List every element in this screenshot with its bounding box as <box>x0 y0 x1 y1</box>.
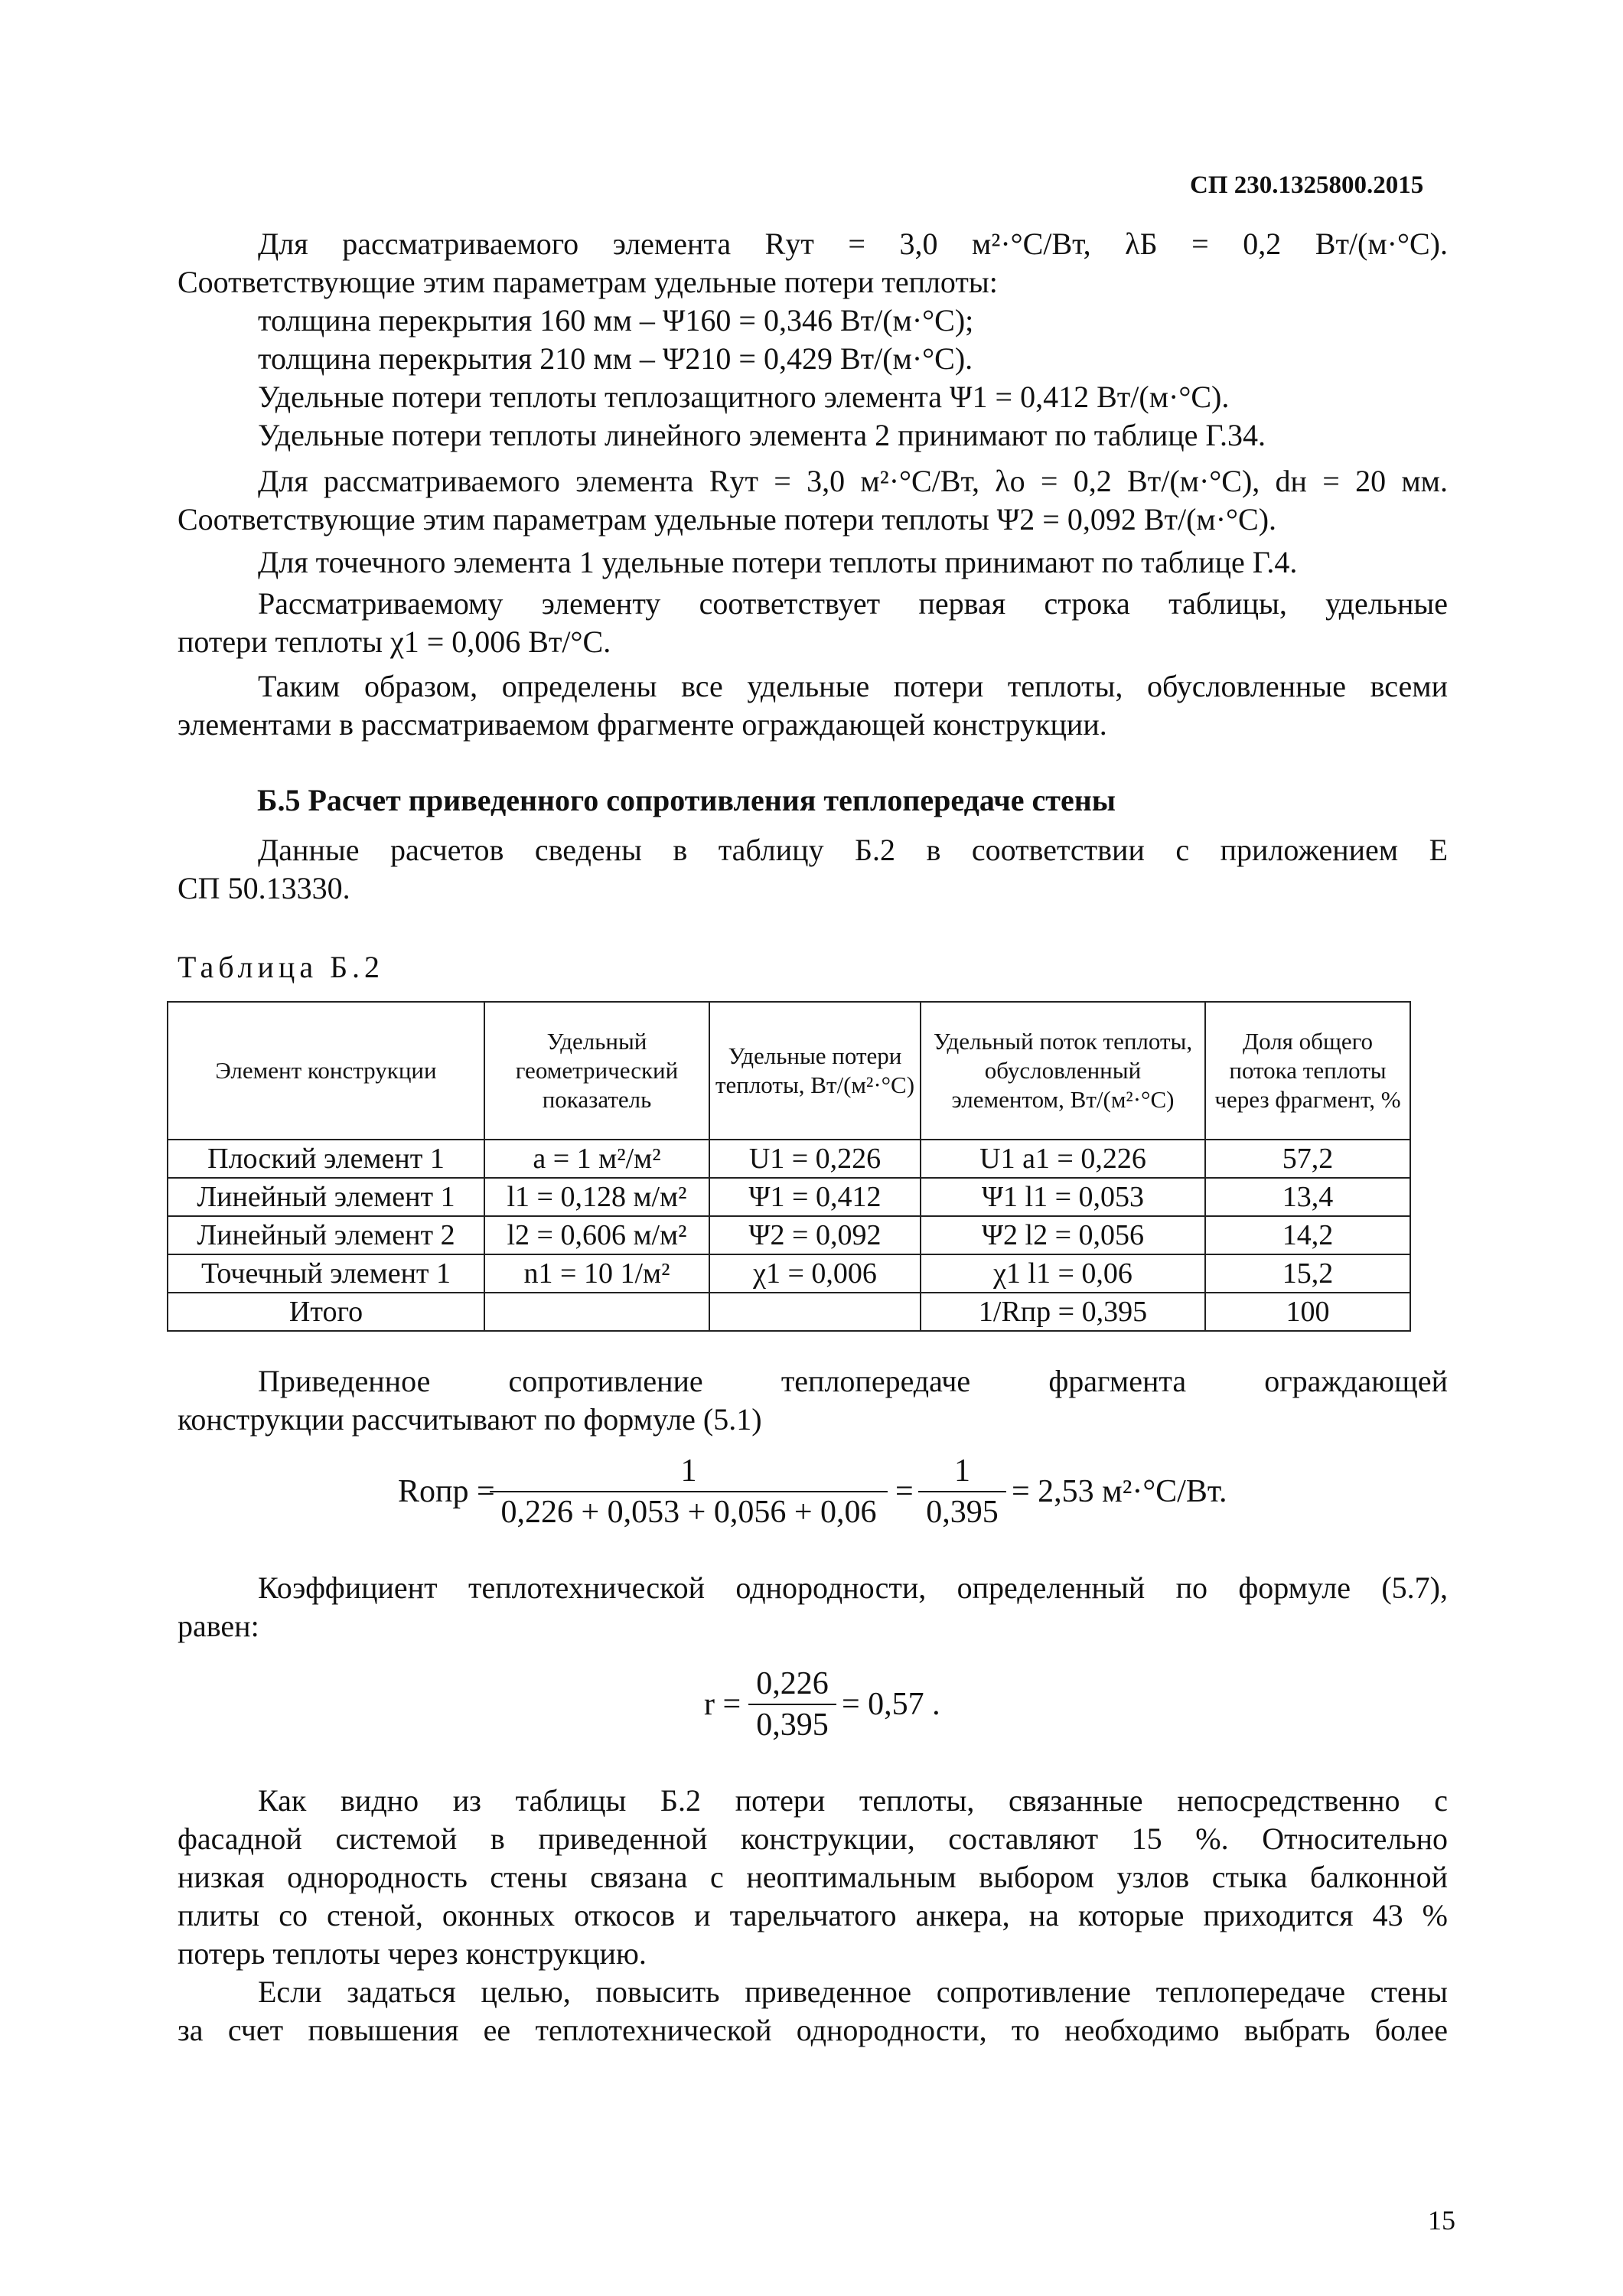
fraction-bar <box>490 1491 888 1492</box>
paragraph-12a: Коэффициент теплотехнической однородности, определенный по формуле (5.7), <box>258 1570 1448 1605</box>
table-cell: 57,2 <box>1205 1140 1410 1178</box>
paragraph-11b: конструкции рассчитывают по формуле (5.1) <box>178 1402 762 1437</box>
paragraph-13b: фасадной системой в приведенной конструкции, составляют 15 %. Относительно <box>178 1821 1448 1856</box>
table-cell: Точечный элемент 1 <box>168 1254 484 1293</box>
table-cell: Ψ1 l1 = 0,053 <box>921 1178 1205 1216</box>
paragraph-1b: Соответствующие этим параметрам удельные потери теплоты: <box>178 265 998 299</box>
table-header-cell: Удельный геометрический показатель <box>484 1002 709 1140</box>
paragraph-13a: Как видно из таблицы Б.2 потери теплоты, связанные непосредственно с <box>258 1783 1448 1818</box>
document-code: СП 230.1325800.2015 <box>1190 171 1424 199</box>
formula1-den1: 0,226 + 0,053 + 0,056 + 0,06 <box>500 1495 877 1530</box>
formula2-fraction <box>748 1665 836 1743</box>
formula2-den: 0,395 <box>756 1707 829 1743</box>
paragraph-9a: Таким образом, определены все удельные потери теплоты, обусловленные всеми <box>258 669 1448 703</box>
table-cell: χ1 = 0,006 <box>709 1254 921 1293</box>
table-cell: l2 = 0,606 м/м² <box>484 1216 709 1254</box>
page-number: 15 <box>1428 2205 1455 2236</box>
formula2-lhs: r = <box>704 1687 741 1722</box>
table-cell: Ψ1 = 0,412 <box>709 1178 921 1216</box>
table-cell: 1/Rпр = 0,395 <box>921 1293 1205 1331</box>
table-cell: Плоский элемент 1 <box>168 1140 484 1178</box>
table-row <box>168 1216 1410 1254</box>
table-cell: n1 = 10 1/м² <box>484 1254 709 1293</box>
table-cell <box>484 1293 709 1331</box>
paragraph-10b: СП 50.13330. <box>178 871 350 905</box>
formula1-result: = 2,53 м²·°С/Вт. <box>1012 1474 1227 1509</box>
formula1-fraction2 <box>918 1453 1006 1531</box>
data-table <box>167 1001 1411 1332</box>
table-cell: l1 = 0,128 м/м² <box>484 1178 709 1216</box>
table-cell: a = 1 м²/м² <box>484 1140 709 1178</box>
paragraph-13c: низкая однородность стены связана с неоптимальным выбором узлов стыка балконной <box>178 1860 1448 1894</box>
table-header-cell: Удельный поток теплоты, обусловленный элементом, Вт/(м²·°С) <box>921 1002 1205 1140</box>
table-row <box>168 1140 1410 1178</box>
paragraph-9b: элементами в рассматриваемом фрагменте ограждающей конструкции. <box>178 707 1107 742</box>
paragraph-5: Удельные потери теплоты линейного элемента 2 принимают по таблице Г.34. <box>258 418 1266 452</box>
paragraph-1a: Для рассматриваемого элемента Rут = 3,0 м²·°С/Вт, λБ = 0,2 Вт/(м·°С). <box>258 227 1448 261</box>
table-cell: Ψ2 l2 = 0,056 <box>921 1216 1205 1254</box>
paragraph-13d: плиты со стеной, оконных откосов и тарельчатого анкера, на которые приходится 43 % <box>178 1898 1448 1932</box>
table-total-row <box>168 1293 1410 1331</box>
formula1-lhs: Rопр = <box>398 1474 495 1509</box>
table-cell <box>709 1293 921 1331</box>
formula1-eq: = <box>895 1474 914 1509</box>
paragraph-3: толщина перекрытия 210 мм – Ψ210 = 0,429 Вт/(м·°С). <box>258 341 973 376</box>
paragraph-6a: Для рассматриваемого элемента Rут = 3,0 м²·°С/Вт, λо = 0,2 Вт/(м·°С), dн = 20 мм. <box>258 464 1448 498</box>
paragraph-8a: Рассматриваемому элементу соответствует первая строка таблицы, удельные <box>258 586 1448 621</box>
paragraph-12b: равен: <box>178 1609 259 1643</box>
paragraph-13e: потерь теплоты через конструкцию. <box>178 1936 647 1971</box>
paragraph-14a: Если задаться целью, повысить приведенное сопротивление теплопередаче стены <box>258 1975 1448 2009</box>
fraction-bar <box>918 1491 1006 1492</box>
formula1-fraction1 <box>490 1453 888 1531</box>
paragraph-6b: Соответствующие этим параметрам удельные потери теплоты Ψ2 = 0,092 Вт/(м·°С). <box>178 502 1277 536</box>
table-cell: 15,2 <box>1205 1254 1410 1293</box>
paragraph-14b: за счет повышения ее теплотехнической однородности, то необходимо выбрать более <box>178 2013 1448 2047</box>
table-cell: U1 = 0,226 <box>709 1140 921 1178</box>
table-header-cell: Доля общего потока теплоты через фрагмент, % <box>1205 1002 1410 1140</box>
paragraph-10a: Данные расчетов сведены в таблицу Б.2 в соответствии с приложением Е <box>258 833 1448 867</box>
table-header-row <box>168 1002 1410 1140</box>
table-caption: Таблица Б.2 <box>178 950 385 984</box>
formula1-num2: 1 <box>954 1453 970 1489</box>
paragraph-11a: Приведенное сопротивление теплопередаче фрагмента ограждающей <box>258 1364 1448 1398</box>
table-header-cell: Элемент конструкции <box>168 1002 484 1140</box>
formula2-num: 0,226 <box>756 1666 829 1701</box>
table-cell: 14,2 <box>1205 1216 1410 1254</box>
table-row <box>168 1178 1410 1216</box>
paragraph-7: Для точечного элемента 1 удельные потери теплоты принимают по таблице Г.4. <box>258 545 1298 579</box>
table-cell: Итого <box>168 1293 484 1331</box>
table-cell: Линейный элемент 1 <box>168 1178 484 1216</box>
formula1-den2: 0,395 <box>926 1495 999 1530</box>
paragraph-8b: потери теплоты χ1 = 0,006 Вт/°С. <box>178 625 611 659</box>
table-cell: 100 <box>1205 1293 1410 1331</box>
table-cell: Линейный элемент 2 <box>168 1216 484 1254</box>
paragraph-4: Удельные потери теплоты теплозащитного элемента Ψ1 = 0,412 Вт/(м·°С). <box>258 380 1230 414</box>
fraction-bar <box>748 1704 836 1705</box>
section-heading: Б.5 Расчет приведенного сопротивления теплопередаче стены <box>257 783 1116 817</box>
formula1-num1: 1 <box>680 1453 697 1489</box>
table-cell: Ψ2 = 0,092 <box>709 1216 921 1254</box>
paragraph-2: толщина перекрытия 160 мм – Ψ160 = 0,346 Вт/(м·°С); <box>258 303 974 338</box>
table-cell: χ1 l1 = 0,06 <box>921 1254 1205 1293</box>
table-cell: 13,4 <box>1205 1178 1410 1216</box>
formula2-result: = 0,57 . <box>842 1687 940 1722</box>
table-cell: U1 a1 = 0,226 <box>921 1140 1205 1178</box>
table-header-cell: Удельные потери теплоты, Вт/(м²·°С) <box>709 1002 921 1140</box>
table-row <box>168 1254 1410 1293</box>
